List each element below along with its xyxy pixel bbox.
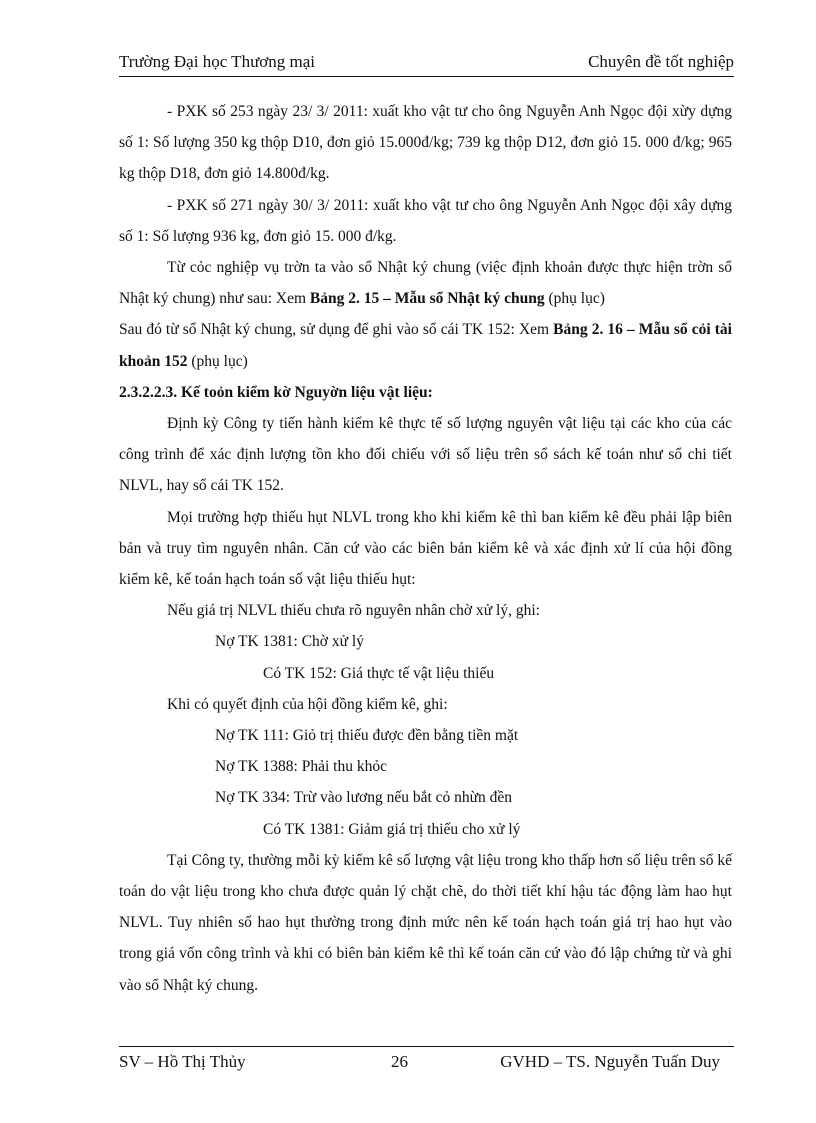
entry-debit-1388: Nợ TK 1388: Phải thu khỏc — [215, 758, 387, 776]
paragraph-shortage-cases: Mọi trường hợp thiếu hụt NLVL trong kho khi kiểm kê thì ban kiểm kê đều phải lập biên bản và truy tìm nguyên nhân. Căn cứ vào các biên bản kiểm kê và xác định xử lí của hội đồng kiểm kê, kế toán hạch toán số vật liệu thiếu hụt: — [119, 508, 732, 589]
paragraph-company-practice: Tại Công ty, thường mỗi kỳ kiểm kê số lượng vật liệu trong kho thấp hơn số liệu trên sổ kế toán do vật liệu trong kho chưa được quản lý chặt chẽ, do thời tiết khí hậu tác động làm hao hụt NLVL. Tuy nhiên số hao hụt thường trong định mức nên kế toán hạch toán giá trị hao hụt vào trong giá vốn công trình và khi có biên bản kiểm kê thì kế toán căn cứ vào đó lập chứng từ và ghi vào sổ Nhật ký chung. — [119, 851, 732, 994]
header-school-name: Trường Đại học Thương mại — [119, 52, 316, 71]
header-document-type: Chuyên đề tốt nghiệp — [588, 52, 734, 71]
paragraph-journal-entry: Từ cỏc nghiệp vụ trờn ta vào sổ Nhật ký chung (việc định khoản được thực hiện trờn sổ Nhật ký chung) như sau: Xem Bảng 2. 15 – Mẫu sổ Nhật ký chung (phụ lục) — [119, 259, 732, 308]
section-heading: 2.3.2.2.3. Kế toỏn kiểm kờ Nguyờn liệu vật liệu: — [119, 383, 433, 401]
page-number: 26 — [391, 1052, 408, 1071]
footer-student: SV – Hồ Thị Thủy — [119, 1052, 246, 1071]
table-ref-2-15: Bảng 2. 15 – Mẫu sổ Nhật ký chung — [309, 290, 545, 308]
paragraph-ledger: Sau đó từ sổ Nhật ký chung, sử dụng để ghi vào sổ cái TK 152: Xem Bảng 2. 16 – Mẫu sổ cỏi tài khoản 152 (phụ lục) — [119, 321, 732, 370]
entry-debit-111: Nợ TK 111: Giỏ trị thiếu được đền bằng tiền mặt — [215, 727, 519, 745]
paragraph-pxk-253: - PXK số 253 ngày 23/ 3/ 2011: xuất kho vật tư cho ông Nguyễn Anh Ngọc đội xừy dựng số 1: Số lượng 350 kg thộp D10, đơn giỏ 15.000đ/kg; 739 kg thộp D12, đơn giỏ 15. 000 đ/kg; 965 kg thộp D18, đơn giỏ 14.800đ/kg. — [119, 103, 732, 183]
footer-advisor: GVHD – TS. Nguyễn Tuấn Duy — [500, 1052, 720, 1071]
page-footer — [119, 1046, 734, 1077]
page-body — [119, 96, 732, 1001]
entry-credit-1381: Có TK 1381: Giảm giá trị thiếu cho xử lý — [263, 820, 521, 838]
entry-debit-1381: Nợ TK 1381: Chờ xử lý — [215, 633, 364, 651]
entry-credit-152: Có TK 152: Giá thực tế vật liệu thiếu — [263, 664, 495, 682]
page-header — [119, 52, 734, 77]
paragraph-periodic-inventory: Định kỳ Công ty tiến hành kiểm kê thực tế số lượng nguyên vật liệu tại các kho của các công trình để xác định lượng tồn kho đối chiếu với số liệu trên sổ sách kế toán như sổ chi tiết NLVL, hay sổ cái TK 152. — [119, 415, 732, 495]
paragraph-unknown-cause: Nếu giá trị NLVL thiếu chưa rõ nguyên nhân chờ xử lý, ghi: — [167, 602, 540, 620]
entry-debit-334: Nợ TK 334: Trừ vào lương nếu bắt cỏ nhừn đền — [215, 789, 513, 807]
paragraph-pxk-271: - PXK số 271 ngày 30/ 3/ 2011: xuất kho vật tư cho ông Nguyễn Anh Ngọc đội xây dựng số 1: Số lượng 936 kg, đơn giỏ 15. 000 đ/kg. — [119, 196, 732, 245]
table-ref-2-16: Bảng 2. 16 – Mẫu sổ cỏi tài khoản 152 — [119, 321, 732, 370]
paragraph-council-decision: Khi có quyết định của hội đồng kiểm kê, ghi: — [167, 695, 448, 713]
